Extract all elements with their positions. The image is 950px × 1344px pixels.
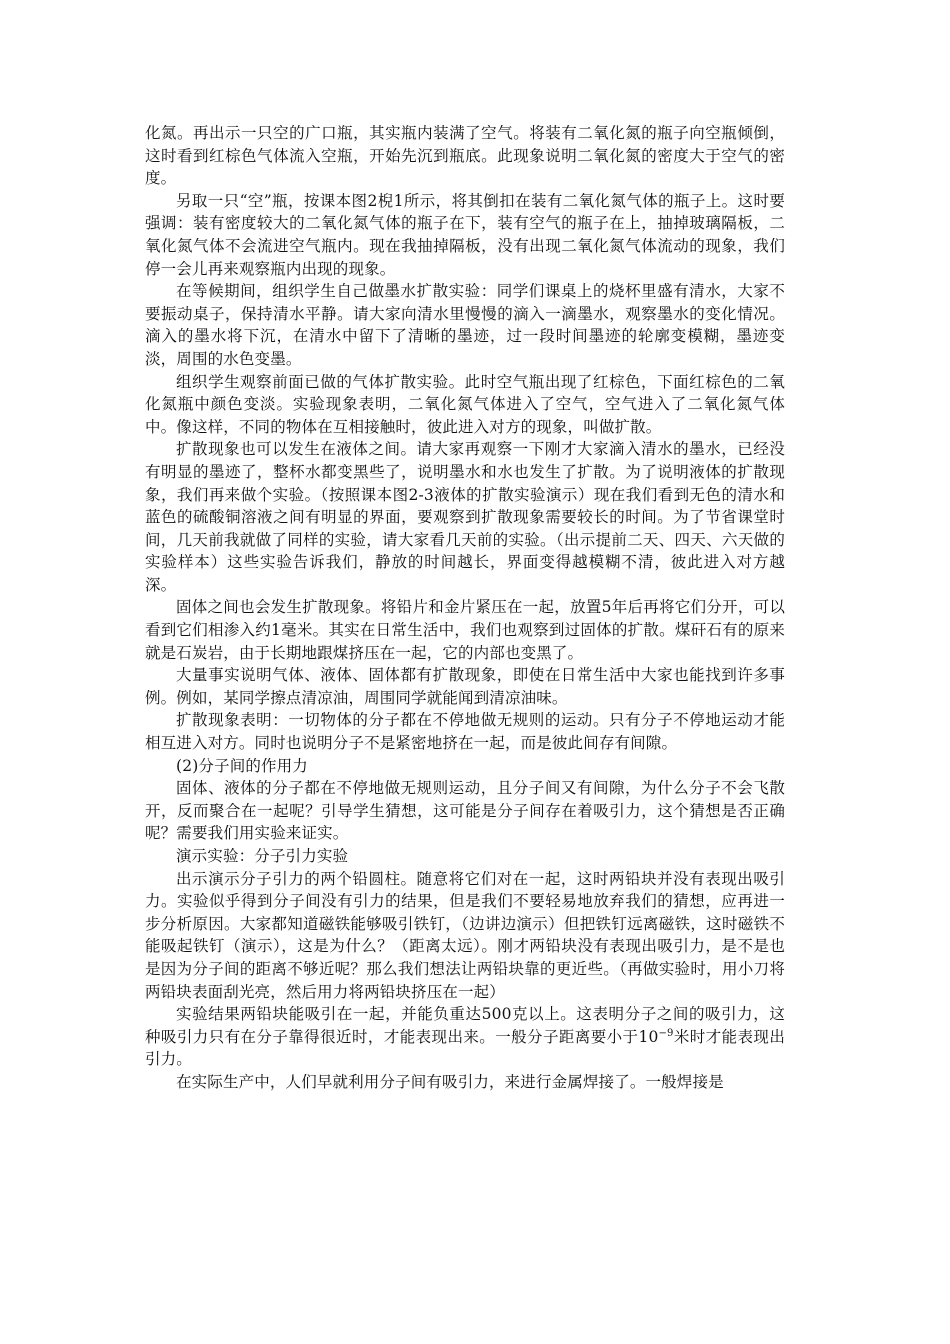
paragraph-12: 在实际生产中，人们早就利用分子间有吸引力，来进行金属焊接了。一般焊接是 (176, 1072, 724, 1091)
paragraph-7: 大量事实说明气体、液体、固体都有扩散现象，即使在日常生活中大家也能找到许多事例。例如，某同学擦点清凉油，周围同学就能闻到清凉油味。 (145, 666, 785, 707)
paragraph-10: 出示演示分子引力的两个铅圆柱。随意将它们对在一起，这时两铅块并没有表现出吸引力。实验似乎得到分子间没有引力的结果，但是我们不要轻易地放弃我们的猜想，应再进一步分析原因。大家都知道磁铁能够吸引铁钉，（边讲边演示）但把铁钉远离磁铁，这时磁铁不能吸起铁钉（演示），这是为什么？（距离太远）。刚才两铅块没有表现出吸引力，是不是也是因为分子间的距离不够近呢？那么我们想法让两铅块靠的更近些。（再做实验时，用小刀将两铅块表面刮光亮，然后用力将两铅块挤压在一起） (145, 869, 785, 1001)
demo-heading: 演示实验：分子引力实验 (176, 847, 349, 865)
paragraph-11-before: 实验结果两铅块能吸引在一起，并能负重达500克以上。这表明分子之间的吸引力，这种吸引力只有在分子靠得很近时，才能表现出来。一般分子距离要小于10 (145, 1005, 785, 1046)
paragraph-1: 化氮。再出示一只空的广口瓶，其实瓶内装满了空气。将装有二氧化氮的瓶子向空瓶倾倒，这时看到红棕色气体流入空瓶，开始先沉到瓶底。此现象说明二氧化氮的密度大于空气的密度。 (145, 124, 785, 188)
paragraph-9: 固体、液体的分子都在不停地做无规则运动，且分子间又有间隙，为什么分子不会飞散开，反而聚合在一起呢？引导学生猜想，这可能是分子间存在着吸引力，这个猜想是否正确呢？需要我们用实验来证实。 (145, 779, 785, 843)
paragraph-11-after: 米时才能表现出引力。 (145, 1027, 785, 1069)
paragraph-6: 固体之间也会发生扩散现象。将铅片和金片紧压在一起，放置5年后再将它们分开，可以看到它们相渗入约1毫米。其实在日常生活中，我们也观察到过固体的扩散。煤矸石有的原来就是石炭岩，由于长期地跟煤挤压在一起，它的内部也变黑了。 (145, 598, 785, 662)
section-heading: (2)分子间的作用力 (176, 756, 308, 775)
exponent: −9 (658, 1027, 674, 1039)
document-page (145, 122, 785, 1094)
paragraph-4: 组织学生观察前面已做的气体扩散实验。此时空气瓶出现了红棕色，下面红棕色的二氧化氮瓶中颜色变淡。实验现象表明，二氧化氮气体进入了空气，空气进入了二氧化氮气体中。像这样，不同的物体在互相接触时，彼此进入对方的现象，叫做扩散。 (145, 372, 785, 436)
paragraph-11 (145, 1003, 785, 1071)
paragraph-8: 扩散现象表明：一切物体的分子都在不停地做无规则的运动。只有分子不停地运动才能相互进入对方。同时也说明分子不是紧密地挤在一起，而是彼此间存有间隙。 (145, 711, 785, 753)
paragraph-3: 在等候期间，组织学生自己做墨水扩散实验：同学们课桌上的烧杯里盛有清水，大家不要振动桌子，保持清水平静。请大家向清水里慢慢的滴入一滴墨水，观察墨水的变化情况。滴入的墨水将下沉，在清水中留下了清晰的墨迹，过一段时间墨迹的轮廓变模糊，墨迹变淡，周围的水色变墨。 (145, 282, 785, 368)
paragraph-2: 另取一只“空”瓶，按课本图2棿1所示，将其倒扣在装有二氧化氮气体的瓶子上。这时要强调：装有密度较大的二氧化氮气体的瓶子在下，装有空气的瓶子在上，抽掉玻璃隔板，二氧化氮气体不会流进空气瓶内。现在我抽掉隔板，没有出现二氧化氮气体流动的现象，我们停一会儿再来观察瓶内出现的现象。 (145, 191, 785, 278)
paragraph-5: 扩散现象也可以发生在液体之间。请大家再观察一下刚才大家滴入清水的墨水，已经没有明显的墨迹了，整杯水都变黑些了，说明墨水和水也发生了扩散。为了说明液体的扩散现象，我们再来做个实验。（按照课本图2-3液体的扩散实验演示）现在我们看到无色的清水和蓝色的硫酸铜溶液之间有明显的界面，要观察到扩散现象需要较长的时间。为了节省课堂时间，几天前我就做了同样的实验，请大家看几天前的实验。（出示提前二天、四天、六天做的实验样本）这些实验告诉我们，静放的时间越长，界面变得越模糊不清，彼此进入对方越深。 (145, 440, 785, 594)
